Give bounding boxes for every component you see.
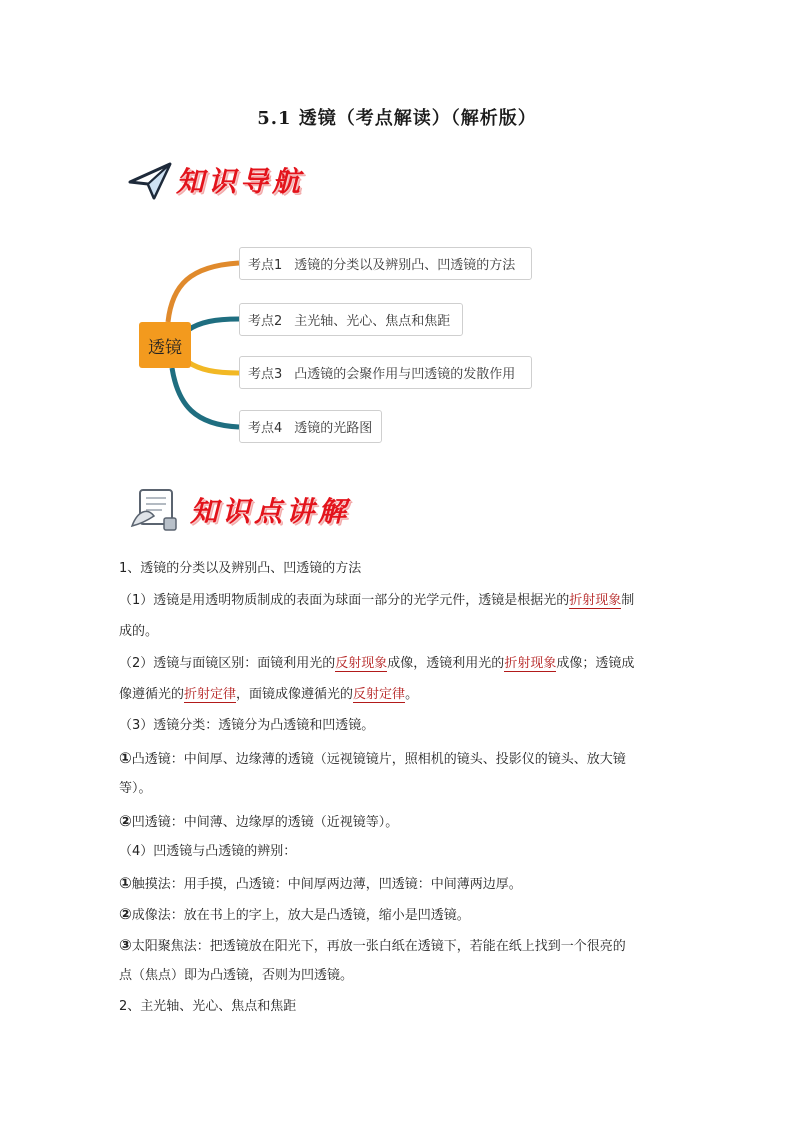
paragraph-3c [119, 806, 679, 838]
paragraph-4c-line-2: 点（焦点）即为凸透镜，否则为凹透镜。 [119, 968, 354, 983]
topic-2-number: 考点2 [248, 314, 283, 329]
topic-4-number: 考点4 [248, 421, 283, 436]
heading-1: 1、透镜的分类以及辨别凸、凹透镜的方法 [119, 561, 362, 576]
knowledge-nav-title: 知识导航 [176, 165, 305, 198]
paragraph-3a-line-2: 等）。 [119, 781, 152, 796]
heading-2: 2、主光轴、光心、焦点和焦距 [119, 999, 297, 1014]
text-span: （1）透镜是用透明物质制成的表面为球面一部分的光学元件，透镜是根据光的 [119, 593, 570, 608]
text-span: 触摸法：用手摸，凸透镜：中间厚两边薄，凹透镜：中间薄两边厚。 [131, 877, 522, 892]
page-title: 5.1 透镜（考点解读）（解析版） [257, 108, 537, 129]
topic-3 [239, 356, 532, 389]
underlined-term: 折射定律 [184, 687, 237, 702]
paragraph-3a-line-1 [119, 743, 679, 775]
paragraph-4c-line-1 [119, 930, 679, 962]
knowledge-explain-banner [128, 486, 350, 534]
text-span: 太阳聚焦法：把透镜放在阳光下，再放一张白纸在透镜下，若能在纸上找到一个很亮的 [131, 939, 626, 954]
paragraph-4: （4）凹透镜与凸透镜的辨别： [119, 844, 297, 859]
text-span: 凹透镜：中间薄、边缘厚的透镜（近视镜等）。 [131, 815, 399, 830]
underlined-term: 折射现象 [569, 593, 622, 608]
mindmap-center-node: 透镜 [139, 322, 191, 368]
circled-number: ② [119, 812, 132, 830]
topic-2 [239, 303, 463, 336]
connector-4 [172, 368, 239, 427]
connector-3 [188, 362, 239, 373]
text-span: ，面镜成像遵循光的 [236, 687, 354, 702]
text-span: 。 [405, 687, 419, 702]
circled-number: ① [119, 874, 132, 892]
paragraph-1-line-2: 成的。 [119, 624, 159, 639]
paragraph-4a [119, 868, 679, 900]
mindmap-connectors [0, 0, 794, 460]
text-span: 凸透镜：中间厚、边缘薄的透镜（远视镜镜片，照相机的镜头、投影仪的镜头、放大镜 [131, 752, 626, 767]
connector-1 [168, 263, 239, 322]
paragraph-2-line-1 [119, 649, 679, 679]
topic-1-number: 考点1 [248, 258, 283, 273]
text-span: 成像；透镜成 [556, 656, 635, 671]
underlined-term: 折射现象 [504, 656, 557, 671]
paragraph-2-line-2 [119, 680, 679, 710]
text-span: （2）透镜与面镜区别：面镜利用光的 [119, 656, 336, 671]
scroll-quill-icon [128, 486, 180, 534]
paragraph-3: （3）透镜分类：透镜分为凸透镜和凹透镜。 [119, 718, 375, 733]
paragraph-4b [119, 899, 679, 931]
text-span: 成像法：放在书上的字上，放大是凸透镜，缩小是凹透镜。 [131, 908, 470, 923]
paragraph-1-line-1 [119, 586, 679, 616]
circled-number: ① [119, 749, 132, 767]
text-span: 成像，透镜利用光的 [387, 656, 505, 671]
topic-3-number: 考点3 [248, 367, 283, 382]
topic-4-text: 透镜的光路图 [294, 421, 373, 436]
topic-3-text: 凸透镜的会聚作用与凹透镜的发散作用 [294, 367, 516, 382]
knowledge-explain-title: 知识点讲解 [190, 495, 351, 528]
topic-2-text: 主光轴、光心、焦点和焦距 [294, 314, 451, 329]
circled-number: ② [119, 905, 132, 923]
topic-1-text: 透镜的分类以及辨别凸、凹透镜的方法 [294, 258, 516, 273]
circled-number: ③ [119, 936, 132, 954]
text-span: 像遵循光的 [119, 687, 185, 702]
topic-4 [239, 410, 382, 443]
text-span: 制 [621, 593, 635, 608]
underlined-term: 反射定律 [353, 687, 406, 702]
topic-1 [239, 247, 532, 280]
connector-2 [188, 319, 239, 330]
underlined-term: 反射现象 [335, 656, 388, 671]
